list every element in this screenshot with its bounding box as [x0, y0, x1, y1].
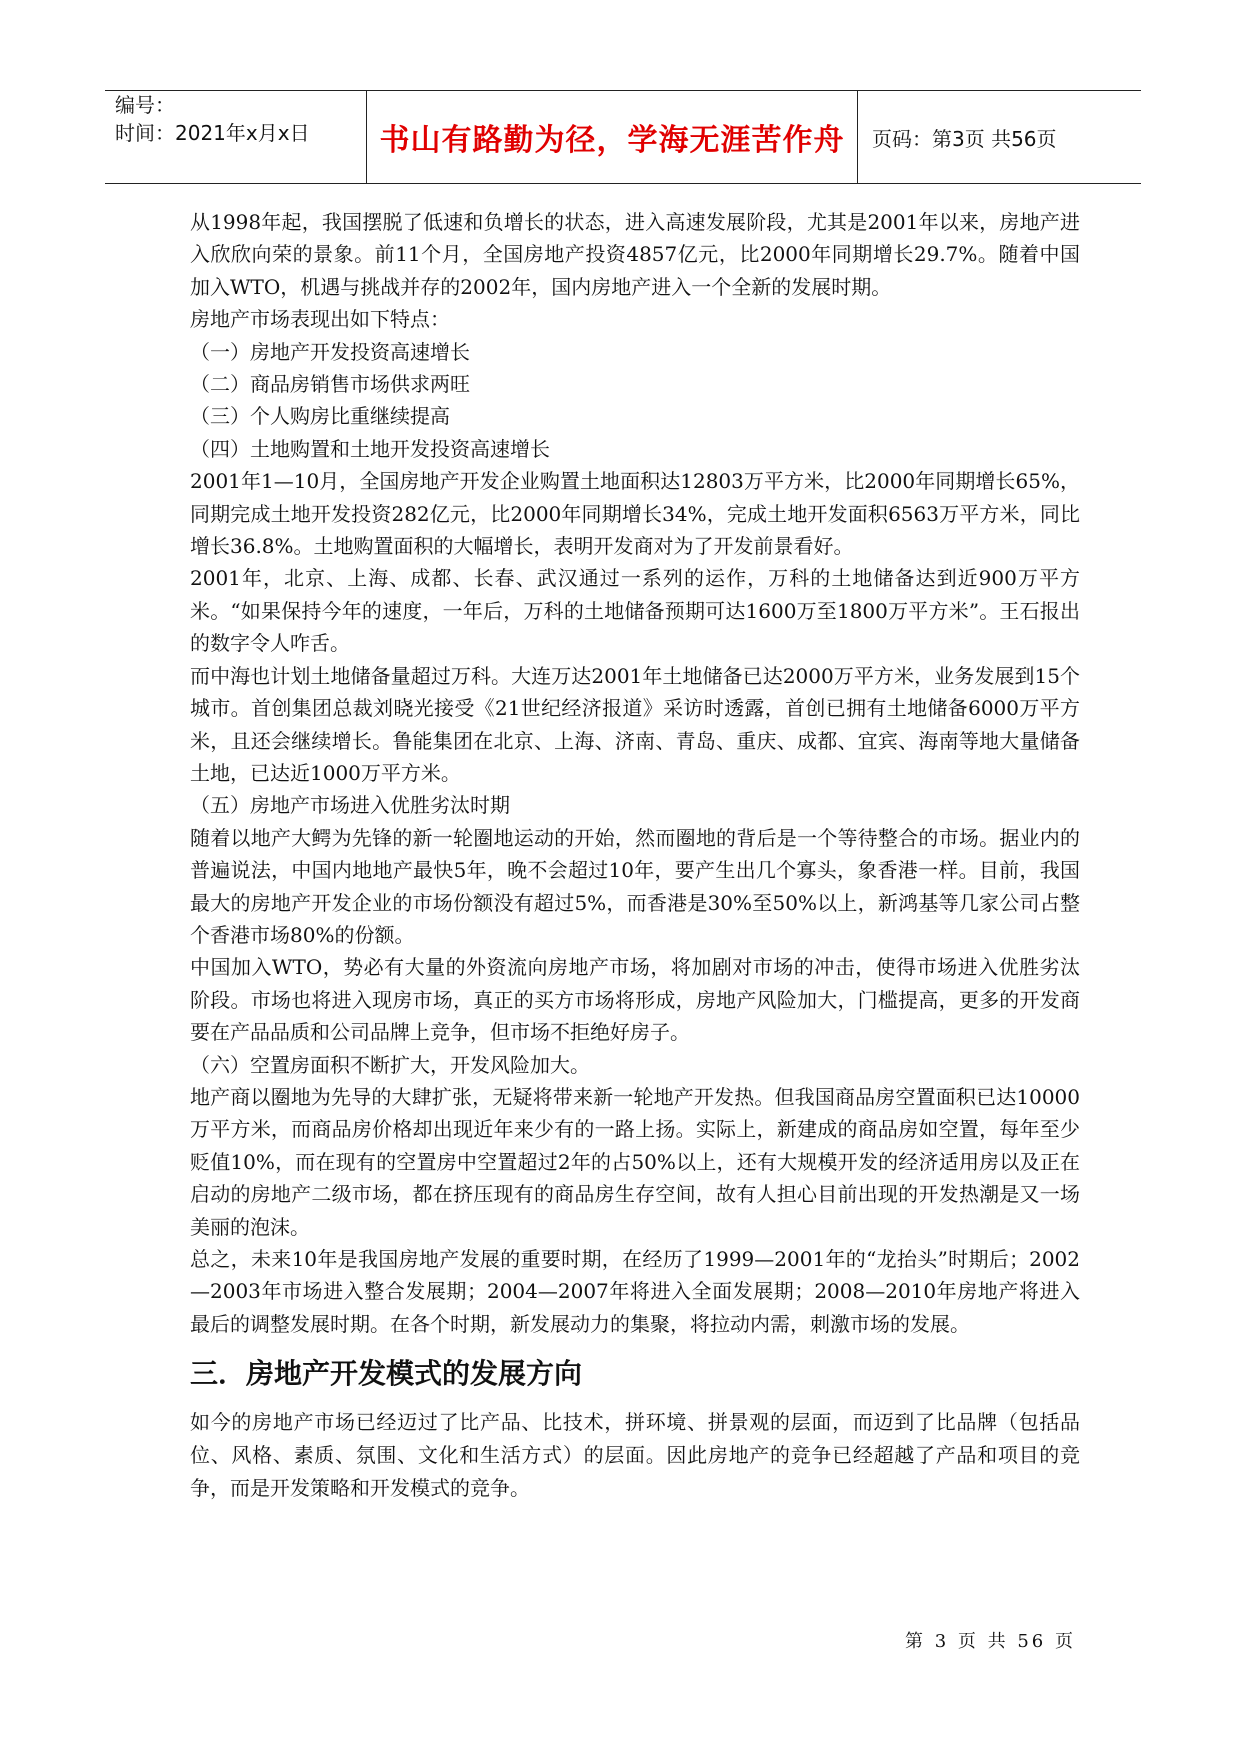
section-heading: 三．房地产开发模式的发展方向	[190, 1357, 583, 1391]
doc-number-label: 编号：	[115, 93, 175, 117]
list-item: （五）房地产市场进入优胜劣汰时期	[190, 793, 510, 818]
list-item: （一）房地产开发投资高速增长	[190, 339, 470, 364]
paragraph: 2001年，北京、上海、成都、长春、武汉通过一系列的运作，万科的土地储备达到近900万平方米。“如果保持今年的速度，一年后，万科的土地储备预期可达1600万至1800万平方米”。王石报出的数字令人咋舌。	[190, 566, 1080, 656]
list-item: （二）商品房销售市场供求两旺	[190, 372, 470, 397]
page-header	[105, 90, 1141, 184]
header-page-label: 页码：第3页 共56页	[872, 126, 1057, 151]
page-footer: 第 3 页 共 56 页	[905, 1631, 1076, 1652]
paragraph: 如今的房地产市场已经迈过了比产品、比技术，拼环境、拼景观的层面，而迈到了比品牌（包括品位、风格、素质、氛围、文化和生活方式）的层面。因此房地产的竞争已经超越了产品和项目的竞争，而是开发策略和开发模式的竞争。	[190, 1410, 1080, 1501]
list-item: （六）空置房面积不断扩大，开发风险加大。	[190, 1052, 590, 1077]
list-item: （四）土地购置和土地开发投资高速增长	[190, 436, 550, 461]
paragraph: 随着以地产大鳄为先锋的新一轮圈地运动的开始，然而圈地的背后是一个等待整合的市场。据业内的普遍说法，中国内地地产最快5年，晚不会超过10年，要产生出几个寡头，象香港一样。目前，我国最大的房地产开发企业的市场份额没有超过5%，而香港是30%至50%以上，新鸿基等几家公司占整个香港市场80%的份额。	[190, 825, 1080, 947]
paragraph: 中国加入WTO，势必有大量的外资流向房地产市场，将加剧对市场的冲击，使得市场进入优胜劣汰阶段。市场也将进入现房市场，真正的买方市场将形成，房地产风险加大，门槛提高，更多的开发商要在产品品质和公司品牌上竞争，但市场不拒绝好房子。	[190, 955, 1080, 1045]
paragraph: 从1998年起，我国摆脱了低速和负增长的状态，进入高速发展阶段，尤其是2001年以来，房地产进入欣欣向荣的景象。前11个月，全国房地产投资4857亿元，比2000年同期增长29.7%。随着中国加入WTO，机遇与挑战并存的2002年，国内房地产进入一个全新的发展时期。	[190, 210, 1080, 299]
paragraph: 总之，未来10年是我国房地产发展的重要时期，在经历了1999—2001年的“龙抬头”时期后；2002—2003年市场进入整合发展期；2004—2007年将进入全面发展期；2008—2010年房地产将进入最后的调整发展时期。在各个时期，新发展动力的集聚，将拉动内需，刺激市场的发展。	[190, 1247, 1080, 1336]
paragraph: 而中海也计划土地储备量超过万科。大连万达2001年土地储备已达2000万平方米，业务发展到15个城市。首创集团总裁刘晓光接受《21世纪经济报道》采访时透露，首创已拥有土地储备6000万平方米，且还会继续增长。鲁能集团在北京、上海、济南、青岛、重庆、成都、宜宾、海南等地大量储备土地，已达近1000万平方米。	[190, 663, 1080, 785]
header-slogan: 书山有路勤为径，学海无涯苦作舟	[367, 91, 858, 183]
paragraph: 2001年1—10月，全国房地产开发企业购置土地面积达12803万平方米，比2000年同期增长65%，同期完成土地开发投资282亿元，比2000年同期增长34%，完成土地开发面积6563万平方米，同比增长36.8%。土地购置面积的大幅增长，表明开发商对为了开发前景看好。	[190, 469, 1080, 559]
header-meta	[105, 91, 367, 183]
list-item: （三）个人购房比重继续提高	[190, 404, 450, 429]
doc-date-label: 时间：2021年x月x日	[115, 121, 310, 145]
paragraph: 房地产市场表现出如下特点：	[190, 307, 450, 332]
document-body	[190, 206, 1080, 1505]
paragraph: 地产商以圈地为先导的大肆扩张，无疑将带来新一轮地产开发热。但我国商品房空置面积已达10000万平方米，而商品房价格却出现近年来少有的一路上扬。实际上，新建成的商品房如空置，每年至少贬值10%，而在现有的空置房中空置超过2年的占50%以上，还有大规模开发的经济适用房以及正在启动的房地产二级市场，都在挤压现有的商品房生存空间，故有人担心目前出现的开发热潮是又一场美丽的泡沫。	[190, 1084, 1080, 1239]
